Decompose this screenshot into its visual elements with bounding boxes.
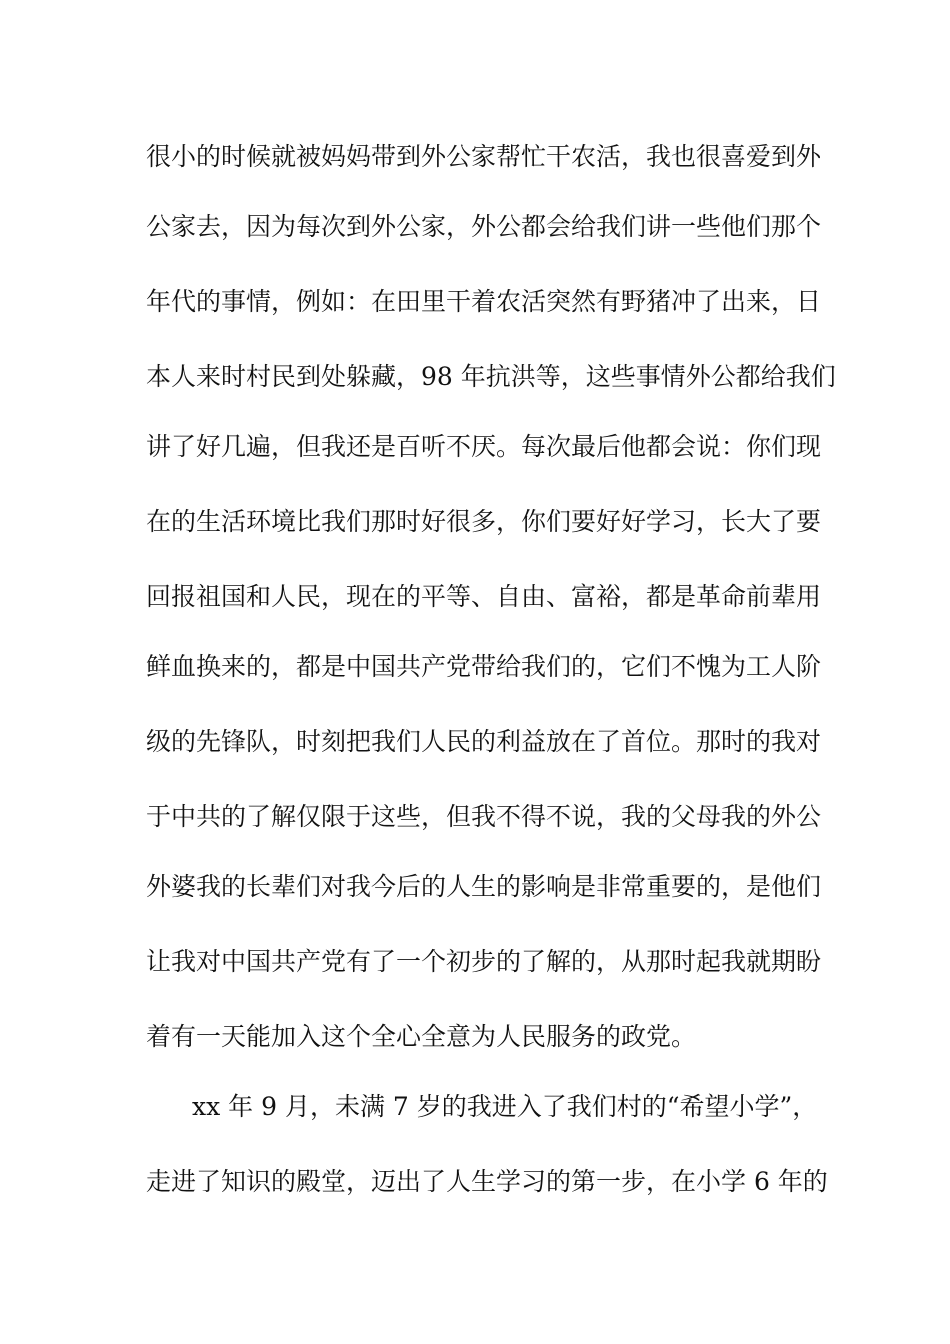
paragraph-2-line-2: 走进了知识的殿堂，迈出了人生学习的第一步，在小学 6 年的 xyxy=(146,1167,828,1196)
paragraph-line-5: 讲了好几遍，但我还是百听不厌。每次最后他都会说：你们现 xyxy=(146,432,822,461)
paragraph-line-10: 于中共的了解仅限于这些，但我不得不说，我的父母我的外公 xyxy=(146,802,822,831)
paragraph-line-9: 级的先锋队，时刻把我们人民的利益放在了首位。那时的我对 xyxy=(146,727,822,756)
paragraph-line-11: 外婆我的长辈们对我今后的人生的影响是非常重要的，是他们 xyxy=(146,872,822,901)
paragraph-line-8: 鲜血换来的，都是中国共产党带给我们的，它们不愧为工人阶 xyxy=(146,652,822,681)
paragraph-line-13: 着有一天能加入这个全心全意为人民服务的政党。 xyxy=(146,1022,697,1051)
paragraph-line-12: 让我对中国共产党有了一个初步的了解的，从那时起我就期盼 xyxy=(146,947,822,976)
paragraph-line-4: 本人来时村民到处躲藏，98 年抗洪等，这些事情外公都给我们 xyxy=(146,362,836,391)
paragraph-2-line-1: xx 年 9 月，未满 7 岁的我进入了我们村的“希望小学”， xyxy=(192,1092,818,1121)
paragraph-line-6: 在的生活环境比我们那时好很多，你们要好好学习，长大了要 xyxy=(146,507,822,536)
paragraph-line-7: 回报祖国和人民，现在的平等、自由、富裕，都是革命前辈用 xyxy=(146,582,822,611)
paragraph-line-3: 年代的事情，例如：在田里干着农活突然有野猪冲了出来，日 xyxy=(146,287,822,316)
paragraph-line-1: 很小的时候就被妈妈带到外公家帮忙干农活，我也很喜爱到外 xyxy=(146,142,822,171)
paragraph-line-2: 公家去，因为每次到外公家，外公都会给我们讲一些他们那个 xyxy=(146,212,822,241)
